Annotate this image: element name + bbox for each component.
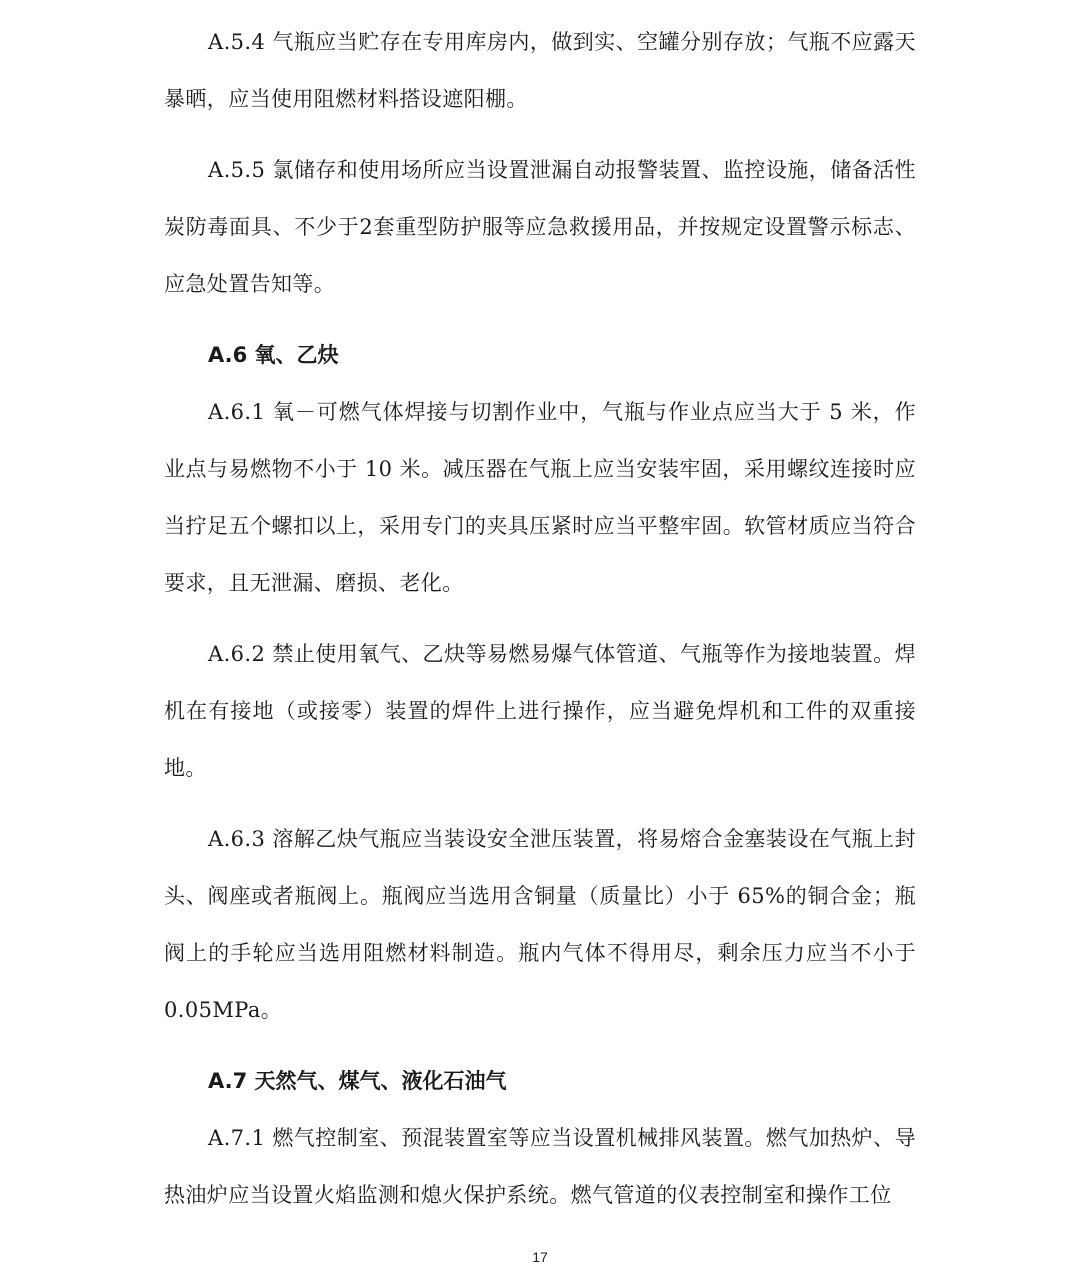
clause-a-6-1: A.6.1 氧－可燃气体焊接与切割作业中，气瓶与作业点应当大于 5 米，作业点与易燃物不小于 10 米。减压器在气瓶上应当安装牢固，采用螺纹连接时应当拧足五个螺扣以上，采用专门的夹具压紧时应当平整牢固。软管材质应当符合要求，且无泄漏、磨损、老化。 [164,400,916,595]
page-number: 17 [532,1249,548,1265]
section-heading-a-7: A.7 天然气、煤气、液化石油气 [208,1069,507,1093]
clause-a-6-3: A.6.3 溶解乙炔气瓶应当装设安全泄压装置，将易熔合金塞装设在气瓶上封头、阀座或者瓶阀上。瓶阀应当选用含铜量（质量比）小于 65%的铜合金；瓶阀上的手轮应当选用阻燃材料制造。瓶内气体不得用尽，剩余压力应当不小于0.05MPa。 [164,827,916,1022]
clause-a-7-1: A.7.1 燃气控制室、预混装置室等应当设置机械排风装置。燃气加热炉、导热油炉应当设置火焰监测和熄火保护系统。燃气管道的仪表控制室和操作工位 [164,1126,916,1207]
document-body [164,14,916,1224]
clause-a-5-5: A.5.5 氯储存和使用场所应当设置泄漏自动报警装置、监控设施，储备活性炭防毒面具、不少于2套重型防护服等应急救援用品，并按规定设置警示标志、应急处置告知等。 [164,158,916,296]
clause-a-6-2: A.6.2 禁止使用氧气、乙炔等易燃易爆气体管道、气瓶等作为接地装置。焊机在有接地（或接零）装置的焊件上进行操作，应当避免焊机和工件的双重接地。 [164,642,916,780]
section-heading-a-6: A.6 氧、乙炔 [208,343,339,367]
clause-a-5-4: A.5.4 气瓶应当贮存在专用库房内，做到实、空罐分别存放；气瓶不应露天暴晒，应当使用阻燃材料搭设遮阳棚。 [164,30,916,111]
